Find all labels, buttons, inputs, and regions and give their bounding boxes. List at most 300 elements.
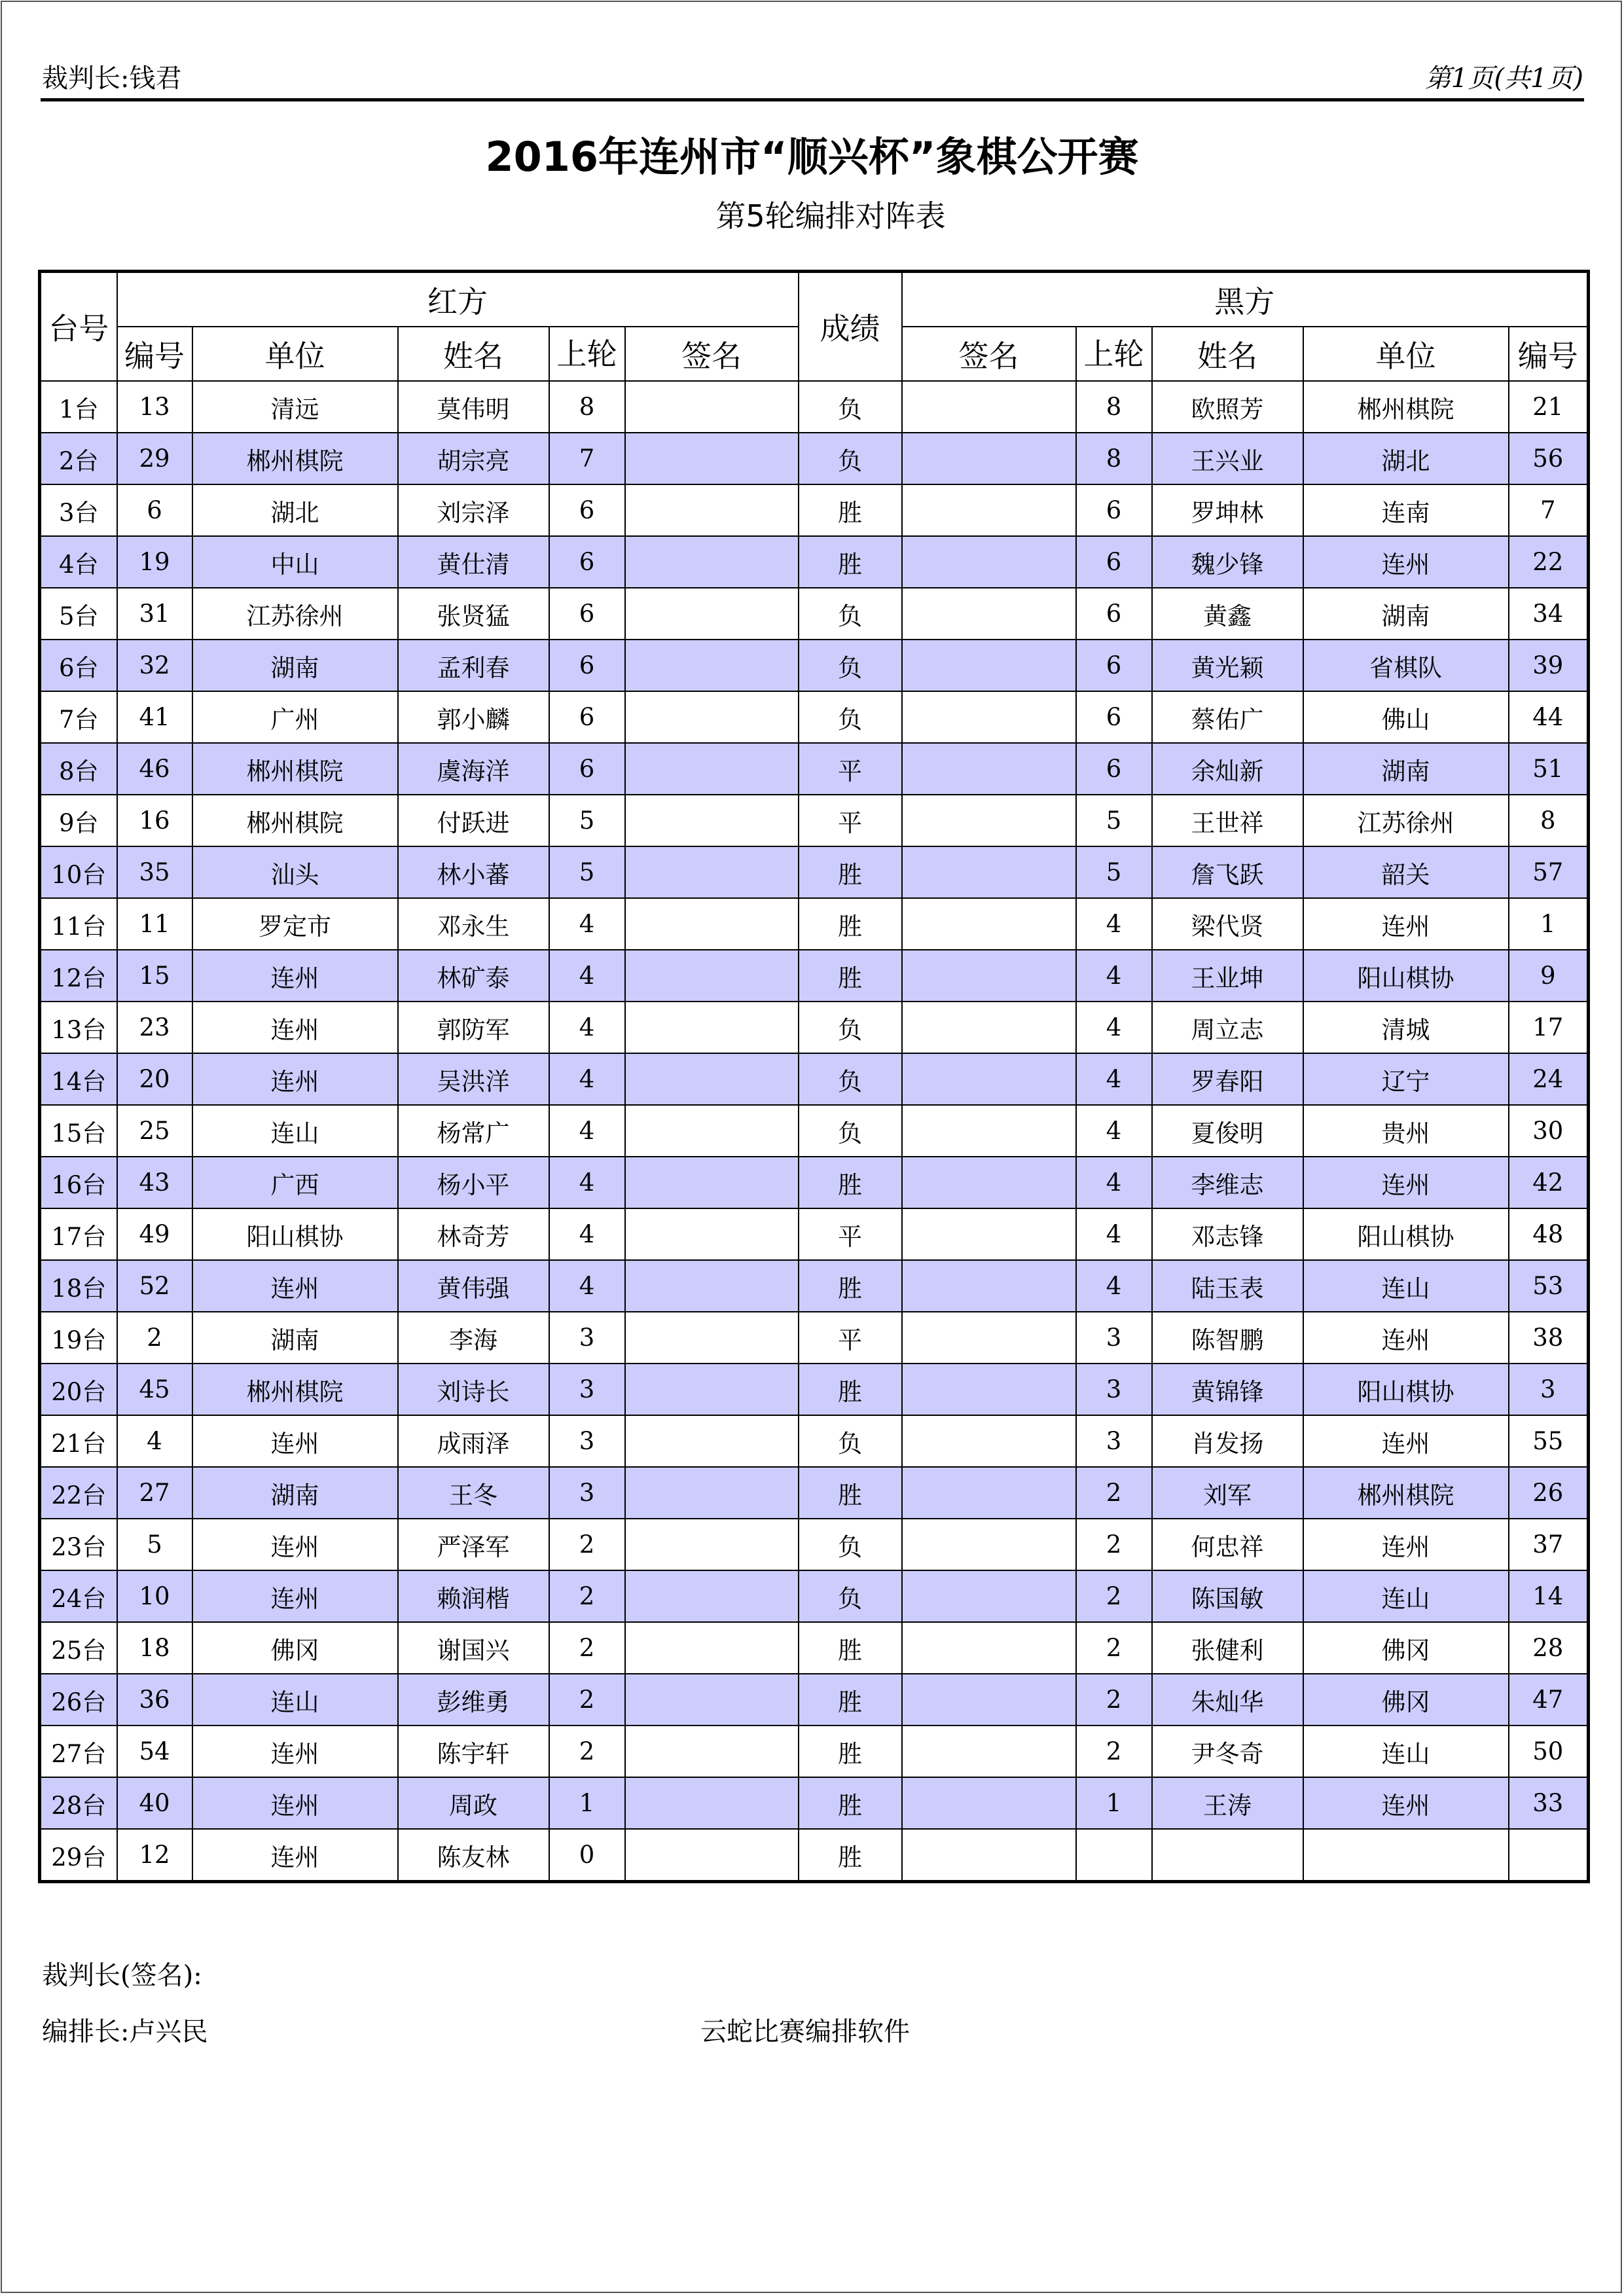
black-id-cell: 53 (1509, 1260, 1589, 1312)
red-id-cell: 52 (117, 1260, 192, 1312)
result-cell: 胜 (799, 536, 902, 588)
black-unit-cell: 阳山棋协 (1303, 950, 1509, 1002)
red-last-round-cell: 2 (549, 1726, 625, 1777)
black-id-cell (1509, 1829, 1589, 1882)
black-id-cell: 37 (1509, 1519, 1589, 1570)
red-unit-cell: 湖南 (192, 1312, 398, 1364)
black-id-cell: 7 (1509, 484, 1589, 536)
red-signature-cell (625, 640, 799, 691)
red-signature-cell (625, 950, 799, 1002)
result-cell: 胜 (799, 1467, 902, 1519)
red-id-cell: 32 (117, 640, 192, 691)
red-unit-cell: 连州 (192, 1519, 398, 1570)
black-unit-cell: 连州 (1303, 1312, 1509, 1364)
red-name-cell: 黄伟强 (398, 1260, 549, 1312)
red-unit-cell: 广州 (192, 691, 398, 743)
red-name-cell: 黄仕清 (398, 536, 549, 588)
red-unit-cell: 连州 (192, 1777, 398, 1829)
table-row (40, 1467, 1589, 1519)
result-cell: 负 (799, 381, 902, 433)
red-name-cell: 张贤猛 (398, 588, 549, 640)
table-row (40, 795, 1589, 846)
black-unit-cell: 韶关 (1303, 846, 1509, 898)
red-last-round-cell: 7 (549, 433, 625, 484)
red-name-cell: 莫伟明 (398, 381, 549, 433)
red-last-round-cell: 2 (549, 1519, 625, 1570)
result-cell: 胜 (799, 1674, 902, 1726)
red-unit-cell: 郴州棋院 (192, 1364, 398, 1415)
black-last-round-cell: 4 (1076, 1157, 1152, 1208)
black-signature-cell (902, 691, 1076, 743)
red-unit-cell: 阳山棋协 (192, 1208, 398, 1260)
black-last-round-cell: 3 (1076, 1415, 1152, 1467)
black-name-cell: 李维志 (1152, 1157, 1303, 1208)
red-signature-cell (625, 1260, 799, 1312)
black-unit-cell: 佛山 (1303, 691, 1509, 743)
table-row (40, 1519, 1589, 1570)
black-id-cell: 22 (1509, 536, 1589, 588)
header-black-last-round: 上轮 (1076, 327, 1152, 381)
red-signature-cell (625, 1829, 799, 1882)
black-signature-cell (902, 846, 1076, 898)
board-cell: 28台 (40, 1777, 117, 1829)
black-signature-cell (902, 1364, 1076, 1415)
result-cell: 胜 (799, 1829, 902, 1882)
red-name-cell: 胡宗亮 (398, 433, 549, 484)
black-signature-cell (902, 898, 1076, 950)
black-last-round-cell: 4 (1076, 1208, 1152, 1260)
header-red-signature: 签名 (625, 327, 799, 381)
black-id-cell: 17 (1509, 1002, 1589, 1053)
result-cell: 胜 (799, 1777, 902, 1829)
red-last-round-cell: 3 (549, 1467, 625, 1519)
board-cell: 27台 (40, 1726, 117, 1777)
red-unit-cell: 中山 (192, 536, 398, 588)
black-signature-cell (902, 536, 1076, 588)
red-name-cell: 郭防军 (398, 1002, 549, 1053)
black-last-round-cell: 5 (1076, 846, 1152, 898)
black-id-cell: 14 (1509, 1570, 1589, 1622)
black-id-cell: 42 (1509, 1157, 1589, 1208)
board-cell: 17台 (40, 1208, 117, 1260)
result-cell: 负 (799, 1519, 902, 1570)
result-cell: 胜 (799, 484, 902, 536)
black-last-round-cell: 2 (1076, 1467, 1152, 1519)
black-name-cell: 黄鑫 (1152, 588, 1303, 640)
black-name-cell: 黄锦锋 (1152, 1364, 1303, 1415)
black-unit-cell: 湖南 (1303, 743, 1509, 795)
red-unit-cell: 湖南 (192, 640, 398, 691)
red-unit-cell: 连州 (192, 950, 398, 1002)
black-signature-cell (902, 588, 1076, 640)
result-cell: 胜 (799, 1364, 902, 1415)
red-name-cell: 邓永生 (398, 898, 549, 950)
red-id-cell: 16 (117, 795, 192, 846)
red-name-cell: 刘宗泽 (398, 484, 549, 536)
result-cell: 负 (799, 433, 902, 484)
red-id-cell: 6 (117, 484, 192, 536)
red-id-cell: 36 (117, 1674, 192, 1726)
result-cell: 平 (799, 795, 902, 846)
red-unit-cell: 汕头 (192, 846, 398, 898)
board-cell: 19台 (40, 1312, 117, 1364)
red-last-round-cell: 4 (549, 950, 625, 1002)
table-row (40, 1726, 1589, 1777)
red-last-round-cell: 4 (549, 1260, 625, 1312)
black-last-round-cell: 8 (1076, 381, 1152, 433)
red-signature-cell (625, 1726, 799, 1777)
table-row (40, 1415, 1589, 1467)
result-cell: 负 (799, 588, 902, 640)
black-id-cell: 9 (1509, 950, 1589, 1002)
table-row (40, 1157, 1589, 1208)
result-cell: 负 (799, 1415, 902, 1467)
table-row (40, 1570, 1589, 1622)
red-signature-cell (625, 1570, 799, 1622)
black-name-cell: 朱灿华 (1152, 1674, 1303, 1726)
table-row (40, 1053, 1589, 1105)
red-unit-cell: 连州 (192, 1260, 398, 1312)
table-row (40, 950, 1589, 1002)
red-signature-cell (625, 1157, 799, 1208)
result-cell: 胜 (799, 846, 902, 898)
board-cell: 10台 (40, 846, 117, 898)
red-last-round-cell: 2 (549, 1674, 625, 1726)
black-id-cell: 39 (1509, 640, 1589, 691)
red-name-cell: 严泽军 (398, 1519, 549, 1570)
red-last-round-cell: 3 (549, 1312, 625, 1364)
board-cell: 21台 (40, 1415, 117, 1467)
red-last-round-cell: 4 (549, 1157, 625, 1208)
header-black-side: 黑方 (902, 272, 1589, 327)
red-id-cell: 29 (117, 433, 192, 484)
result-cell: 胜 (799, 1260, 902, 1312)
black-signature-cell (902, 1208, 1076, 1260)
red-signature-cell (625, 1467, 799, 1519)
red-name-cell: 虞海洋 (398, 743, 549, 795)
black-last-round-cell: 4 (1076, 1105, 1152, 1157)
red-id-cell: 2 (117, 1312, 192, 1364)
header-black-name: 姓名 (1152, 327, 1303, 381)
table-row (40, 1622, 1589, 1674)
table-row (40, 691, 1589, 743)
red-unit-cell: 连山 (192, 1105, 398, 1157)
result-cell: 胜 (799, 1622, 902, 1674)
black-name-cell: 欧照芳 (1152, 381, 1303, 433)
black-last-round-cell: 2 (1076, 1570, 1152, 1622)
referee-signature-label: 裁判长(签名): (42, 1961, 202, 1991)
board-cell: 12台 (40, 950, 117, 1002)
black-last-round-cell: 6 (1076, 536, 1152, 588)
red-id-cell: 23 (117, 1002, 192, 1053)
black-id-cell: 51 (1509, 743, 1589, 795)
black-id-cell: 50 (1509, 1726, 1589, 1777)
black-signature-cell (902, 433, 1076, 484)
red-id-cell: 10 (117, 1570, 192, 1622)
black-name-cell: 王业坤 (1152, 950, 1303, 1002)
black-unit-cell: 湖南 (1303, 588, 1509, 640)
black-name-cell: 张健利 (1152, 1622, 1303, 1674)
black-last-round-cell: 4 (1076, 1053, 1152, 1105)
black-name-cell: 王世祥 (1152, 795, 1303, 846)
black-name-cell: 魏少锋 (1152, 536, 1303, 588)
black-name-cell: 何忠祥 (1152, 1519, 1303, 1570)
result-cell: 负 (799, 1105, 902, 1157)
header-red-id: 编号 (117, 327, 192, 381)
red-last-round-cell: 6 (549, 484, 625, 536)
black-unit-cell: 连山 (1303, 1726, 1509, 1777)
black-unit-cell: 连山 (1303, 1570, 1509, 1622)
black-signature-cell (902, 1002, 1076, 1053)
red-signature-cell (625, 1105, 799, 1157)
black-signature-cell (902, 1467, 1076, 1519)
result-cell: 胜 (799, 1726, 902, 1777)
black-unit-cell: 阳山棋协 (1303, 1208, 1509, 1260)
red-id-cell: 31 (117, 588, 192, 640)
black-signature-cell (902, 950, 1076, 1002)
red-signature-cell (625, 1002, 799, 1053)
black-name-cell: 黄光颖 (1152, 640, 1303, 691)
red-name-cell: 谢国兴 (398, 1622, 549, 1674)
black-last-round-cell: 3 (1076, 1364, 1152, 1415)
board-cell: 16台 (40, 1157, 117, 1208)
table-row (40, 640, 1589, 691)
red-unit-cell: 郴州棋院 (192, 743, 398, 795)
red-last-round-cell: 1 (549, 1777, 625, 1829)
black-name-cell: 尹冬奇 (1152, 1726, 1303, 1777)
black-signature-cell (902, 640, 1076, 691)
result-cell: 负 (799, 640, 902, 691)
red-last-round-cell: 3 (549, 1415, 625, 1467)
table-row (40, 1312, 1589, 1364)
board-cell: 26台 (40, 1674, 117, 1726)
black-last-round-cell: 2 (1076, 1726, 1152, 1777)
black-last-round-cell: 4 (1076, 950, 1152, 1002)
black-last-round-cell: 6 (1076, 484, 1152, 536)
red-id-cell: 4 (117, 1415, 192, 1467)
red-id-cell: 54 (117, 1726, 192, 1777)
red-last-round-cell: 4 (549, 1208, 625, 1260)
red-signature-cell (625, 588, 799, 640)
red-signature-cell (625, 1053, 799, 1105)
black-unit-cell: 连州 (1303, 898, 1509, 950)
red-unit-cell: 湖南 (192, 1467, 398, 1519)
result-cell: 胜 (799, 898, 902, 950)
red-unit-cell: 连州 (192, 1726, 398, 1777)
black-unit-cell: 连州 (1303, 536, 1509, 588)
black-name-cell: 周立志 (1152, 1002, 1303, 1053)
black-last-round-cell: 4 (1076, 1002, 1152, 1053)
document-title: 2016年连州市“顺兴杯”象棋公开赛 (485, 133, 1139, 181)
red-last-round-cell: 6 (549, 588, 625, 640)
table-row (40, 1105, 1589, 1157)
board-cell: 25台 (40, 1622, 117, 1674)
header-black-signature: 签名 (902, 327, 1076, 381)
table-row (40, 381, 1589, 433)
black-name-cell: 罗坤林 (1152, 484, 1303, 536)
table-row (40, 898, 1589, 950)
black-signature-cell (902, 1519, 1076, 1570)
red-last-round-cell: 4 (549, 898, 625, 950)
red-last-round-cell: 4 (549, 1053, 625, 1105)
red-last-round-cell: 8 (549, 381, 625, 433)
red-name-cell: 林奇芳 (398, 1208, 549, 1260)
red-signature-cell (625, 1312, 799, 1364)
red-signature-cell (625, 1777, 799, 1829)
black-last-round-cell: 4 (1076, 898, 1152, 950)
red-id-cell: 15 (117, 950, 192, 1002)
red-name-cell: 杨小平 (398, 1157, 549, 1208)
black-unit-cell: 贵州 (1303, 1105, 1509, 1157)
black-id-cell: 56 (1509, 433, 1589, 484)
red-unit-cell: 郴州棋院 (192, 795, 398, 846)
red-unit-cell: 连州 (192, 1002, 398, 1053)
red-name-cell: 郭小麟 (398, 691, 549, 743)
result-cell: 负 (799, 691, 902, 743)
black-unit-cell: 阳山棋协 (1303, 1364, 1509, 1415)
red-name-cell: 成雨泽 (398, 1415, 549, 1467)
black-last-round-cell: 5 (1076, 795, 1152, 846)
board-cell: 3台 (40, 484, 117, 536)
black-unit-cell: 佛冈 (1303, 1622, 1509, 1674)
chief-referee-label: 裁判长:钱君 (42, 63, 182, 94)
black-name-cell: 肖发扬 (1152, 1415, 1303, 1467)
black-unit-cell: 郴州棋院 (1303, 1467, 1509, 1519)
black-unit-cell: 连州 (1303, 1415, 1509, 1467)
black-last-round-cell: 8 (1076, 433, 1152, 484)
red-id-cell: 45 (117, 1364, 192, 1415)
black-name-cell (1152, 1829, 1303, 1882)
red-id-cell: 49 (117, 1208, 192, 1260)
red-name-cell: 赖润楷 (398, 1570, 549, 1622)
black-id-cell: 26 (1509, 1467, 1589, 1519)
red-name-cell: 孟利春 (398, 640, 549, 691)
result-cell: 胜 (799, 950, 902, 1002)
black-name-cell: 刘军 (1152, 1467, 1303, 1519)
red-last-round-cell: 6 (549, 691, 625, 743)
red-id-cell: 41 (117, 691, 192, 743)
red-unit-cell: 连山 (192, 1674, 398, 1726)
black-signature-cell (902, 1312, 1076, 1364)
red-id-cell: 18 (117, 1622, 192, 1674)
board-cell: 2台 (40, 433, 117, 484)
red-last-round-cell: 0 (549, 1829, 625, 1882)
black-signature-cell (902, 1260, 1076, 1312)
table-row (40, 1208, 1589, 1260)
black-unit-cell: 连州 (1303, 1777, 1509, 1829)
red-id-cell: 13 (117, 381, 192, 433)
black-last-round-cell: 2 (1076, 1674, 1152, 1726)
red-signature-cell (625, 433, 799, 484)
red-last-round-cell: 4 (549, 1002, 625, 1053)
table-row (40, 1002, 1589, 1053)
red-signature-cell (625, 536, 799, 588)
black-last-round-cell (1076, 1829, 1152, 1882)
black-id-cell: 30 (1509, 1105, 1589, 1157)
black-id-cell: 3 (1509, 1364, 1589, 1415)
black-signature-cell (902, 1570, 1076, 1622)
black-id-cell: 24 (1509, 1053, 1589, 1105)
black-name-cell: 陆玉表 (1152, 1260, 1303, 1312)
board-cell: 29台 (40, 1829, 117, 1882)
red-signature-cell (625, 1415, 799, 1467)
board-cell: 20台 (40, 1364, 117, 1415)
black-last-round-cell: 1 (1076, 1777, 1152, 1829)
black-signature-cell (902, 484, 1076, 536)
table-row (40, 433, 1589, 484)
red-signature-cell (625, 898, 799, 950)
black-id-cell: 33 (1509, 1777, 1589, 1829)
black-id-cell: 47 (1509, 1674, 1589, 1726)
red-signature-cell (625, 743, 799, 795)
board-cell: 8台 (40, 743, 117, 795)
header-red-name: 姓名 (398, 327, 549, 381)
board-cell: 15台 (40, 1105, 117, 1157)
red-unit-cell: 连州 (192, 1570, 398, 1622)
black-name-cell: 王涛 (1152, 1777, 1303, 1829)
table-row (40, 1777, 1589, 1829)
black-signature-cell (902, 1105, 1076, 1157)
black-name-cell: 梁代贤 (1152, 898, 1303, 950)
black-name-cell: 詹飞跃 (1152, 846, 1303, 898)
red-last-round-cell: 6 (549, 743, 625, 795)
black-signature-cell (902, 1726, 1076, 1777)
board-cell: 5台 (40, 588, 117, 640)
table-row (40, 1674, 1589, 1726)
black-unit-cell: 省棋队 (1303, 640, 1509, 691)
red-name-cell: 李海 (398, 1312, 549, 1364)
result-cell: 负 (799, 1570, 902, 1622)
black-signature-cell (902, 381, 1076, 433)
table-row (40, 743, 1589, 795)
black-id-cell: 48 (1509, 1208, 1589, 1260)
black-unit-cell: 连州 (1303, 1157, 1509, 1208)
red-id-cell: 46 (117, 743, 192, 795)
header-red-last-round: 上轮 (549, 327, 625, 381)
red-name-cell: 周政 (398, 1777, 549, 1829)
red-unit-cell: 广西 (192, 1157, 398, 1208)
red-last-round-cell: 5 (549, 846, 625, 898)
board-cell: 23台 (40, 1519, 117, 1570)
black-id-cell: 34 (1509, 588, 1589, 640)
black-id-cell: 55 (1509, 1415, 1589, 1467)
black-name-cell: 王兴业 (1152, 433, 1303, 484)
black-unit-cell: 辽宁 (1303, 1053, 1509, 1105)
board-cell: 13台 (40, 1002, 117, 1053)
red-name-cell: 付跃进 (398, 795, 549, 846)
page-number: 第1页(共1页) (1424, 63, 1583, 94)
red-unit-cell: 江苏徐州 (192, 588, 398, 640)
result-cell: 负 (799, 1053, 902, 1105)
black-unit-cell: 连南 (1303, 484, 1509, 536)
table-row (40, 1364, 1589, 1415)
black-signature-cell (902, 795, 1076, 846)
red-unit-cell: 郴州棋院 (192, 433, 398, 484)
red-signature-cell (625, 1622, 799, 1674)
black-unit-cell: 湖北 (1303, 433, 1509, 484)
result-cell: 胜 (799, 1157, 902, 1208)
black-name-cell: 陈国敏 (1152, 1570, 1303, 1622)
board-cell: 24台 (40, 1570, 117, 1622)
red-last-round-cell: 6 (549, 640, 625, 691)
red-name-cell: 林小蕃 (398, 846, 549, 898)
red-unit-cell: 连州 (192, 1415, 398, 1467)
board-cell: 11台 (40, 898, 117, 950)
table-row (40, 846, 1589, 898)
red-signature-cell (625, 691, 799, 743)
black-signature-cell (902, 1622, 1076, 1674)
result-cell: 平 (799, 1208, 902, 1260)
